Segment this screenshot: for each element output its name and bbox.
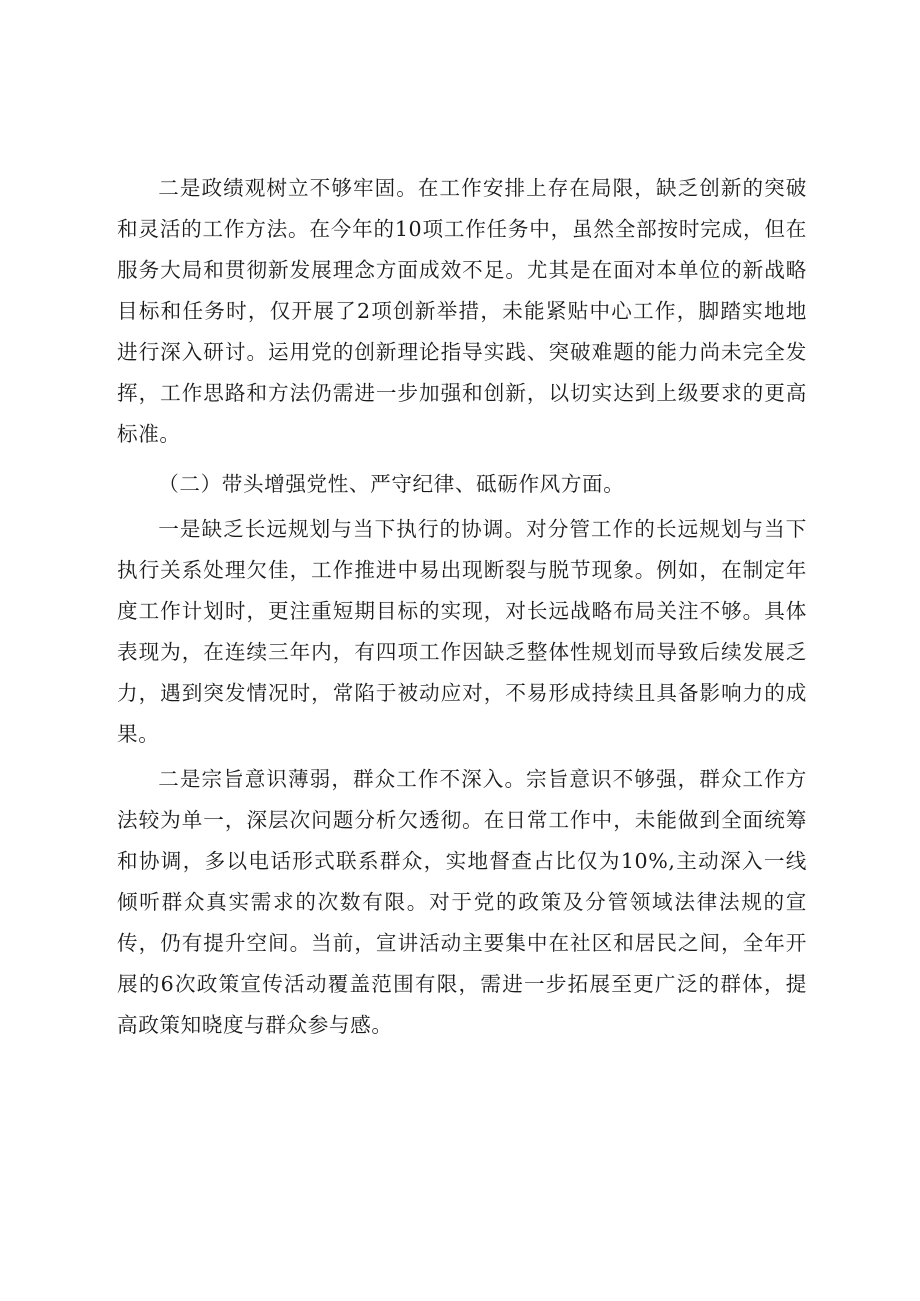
paragraph-political-performance: [117, 168, 807, 455]
paragraph-long-term-planning: [117, 509, 807, 755]
paragraph-text: 宗旨意识不够强，群众工作方法较为单一，深层次问题分析欠透彻。在日常工作中，未能做到全面统筹和协调，多以电话形式联系群众，实地督查占比仅为10%,主动深入一线倾听群众真实需求的次数有限。对于党的政策及分管领域法律法规的宣传，仍有提升空间。当前，宣讲活动主要集中在社区和居民之间，全年开展的6次政策宣传活动覆盖范围有限，需进一步拓展至更广泛的群体，提高政策知晓度与群众参与感。: [117, 767, 807, 1037]
section-heading-text: （二）带头增强党性、严守纪律、砥砺作风方面。: [158, 472, 625, 496]
paragraph-mass-work: [117, 759, 807, 1046]
document-body: [117, 168, 807, 1046]
paragraph-heading: 二是政绩观树立不够牢固。: [158, 176, 418, 200]
paragraph-text: 在工作安排上存在局限，缺乏创新的突破和灵活的工作方法。在今年的10项工作任务中，虽然全部按时完成，但在服务大局和贯彻新发展理念方面成效不足。尤其是在面对本单位的新战略目标和任务时，仅开展了2项创新举措，未能紧贴中心工作，脚踏实地地进行深入研讨。运用党的创新理论指导实践、突破难题的能力尚未完全发挥，工作思路和方法仍需进一步加强和创新，以切实达到上级要求的更高标准。: [117, 176, 807, 446]
paragraph-heading: 二是宗旨意识薄弱，群众工作不深入。: [158, 767, 527, 791]
paragraph-text: 对分管工作的长远规划与当下执行关系处理欠佳，工作推进中易出现断裂与脱节现象。例如，在制定年度工作计划时，更注重短期目标的实现，对长远战略布局关注不够。具体表现为，在连续三年内，有四项工作因缺乏整体性规划而导致后续发展乏力，遇到突发情况时，常陷于被动应对，不易形成持续且具备影响力的成果。: [117, 517, 807, 746]
section-heading: [117, 464, 807, 505]
paragraph-heading: 一是缺乏长远规划与当下执行的协调。: [158, 517, 527, 541]
